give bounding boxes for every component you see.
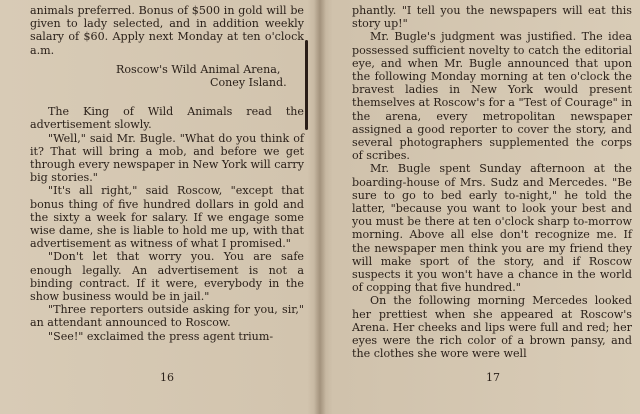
paragraph: The King of Wild Animals read the advertisement slowly. (30, 105, 304, 132)
paragraph: "Well," said Mr. Bugle. "What do you think of it? That will bring a mob, and before we get through every newspaper in New York will carry big stories." (30, 131, 304, 185)
page-number-left: 16 (160, 371, 174, 384)
paragraph: "Three reporters outside asking for you, sir," an attendant announced to Roscow. (30, 303, 304, 330)
paragraph: "It's all right," said Roscow, "except that bonus thing of five hundred dollars in gold and the sixty a week for salary. If we engage some wise dame, she is liable to hold me up, with that advertisement as witness of what I promised." (30, 184, 304, 251)
paragraph: "See!" exclaimed the press agent trium- (48, 329, 274, 343)
paragraph: phantly. "I tell you the newspapers will eat this story up!" (352, 4, 632, 31)
ad-signature-line-1: Roscow's Wild Animal Arena, (116, 62, 281, 76)
right-page (322, 0, 640, 414)
paragraph: Mr. Bugle spent Sunday afternoon at the boarding-house of Mrs. Sudz and Mercedes. "Be sure to go to bed early to-night," he told the latter, "because you want to look your best and you must be there at ten o'clock sharp to-morrow morning. Above all else don't recognize me. If the newspaper men think you are my friend they will make sport of the story, and if Roscow suspects it you won't have a chance in the world of copping that five hundred." (352, 162, 632, 295)
ad-text: animals preferred. Bonus of $500 in gold will be given to lady selected, and in addition weekly salary of $60. Apply next Monday at ten o'clock a.m. (30, 4, 304, 57)
ad-signature-line-2: Coney Island. (210, 76, 287, 90)
paragraph: On the following morning Mercedes looked her prettiest when she appeared at Roscow's Arena. Her cheeks and lips were full and red; her eyes were the rich color of a brown pansy, and the clothes she wore were well (352, 294, 632, 361)
paragraph: "Don't let that worry you. You are safe enough legally. An advertisement is not a binding contract. If it were, everybody in the show business would be in jail." (30, 250, 304, 304)
page-number-right: 17 (486, 371, 500, 384)
paragraph: Mr. Bugle's judgment was justified. The idea possessed sufficient novelty to catch the editorial eye, and when Mr. Bugle announced that upon the following Monday morning at ten o'clock the bravest ladies in New York would present themselves at Roscow's for a "Test of Courage" in the arena, every metropolitan newspaper assigned a good reporter to cover the story, and several photographers supplemented the corps of scribes. (352, 30, 632, 163)
